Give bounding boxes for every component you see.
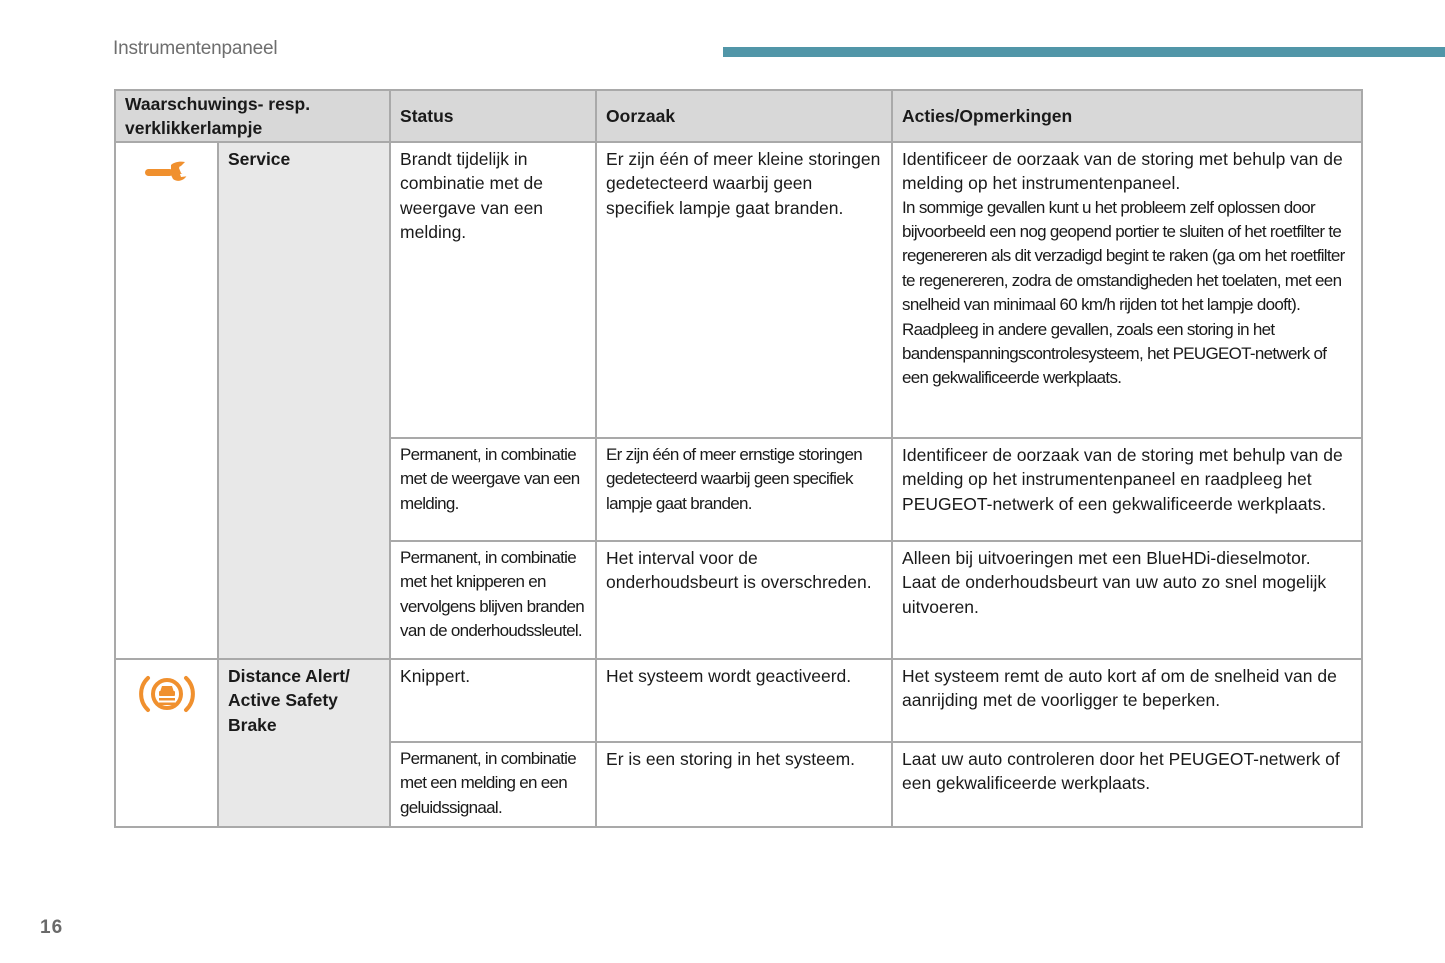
cause-cell: Het interval voor de onderhoudsbeurt is overschreden. — [596, 541, 892, 659]
warning-lamps-table — [114, 89, 1363, 828]
actions-text: Raadpleeg in andere gevallen, zoals een storing in het bandenspanningscontrolesysteem, het PEUGEOT-netwerk of een gekwalificeerde werkplaats. — [902, 319, 1327, 388]
cause-cell: Er is een storing in het systeem. — [596, 742, 892, 827]
header-status: Status — [390, 90, 596, 142]
status-cell: Permanent, in combinatie met de weergave van een melding. — [390, 438, 596, 541]
header-accent-bar — [723, 47, 1445, 57]
header-cause: Oorzaak — [596, 90, 892, 142]
page-number: 16 — [40, 917, 64, 938]
active-safety-brake-icon — [139, 672, 195, 722]
cause-cell: Het systeem wordt geactiveerd. — [596, 659, 892, 742]
actions-cell: Laat uw auto controleren door het PEUGEOT-netwerk of een gekwalificeerde werkplaats. — [892, 742, 1362, 827]
actions-cell — [892, 142, 1362, 438]
page-header-title: Instrumentenpaneel — [113, 38, 278, 59]
status-cell: Brandt tijdelijk in combinatie met de weergave van een melding. — [390, 142, 596, 438]
actions-cell: Identificeer de oorzaak van de storing met behulp van de melding op het instrumentenpaneel en raadpleeg het PEUGEOT-netwerk of een gekwalificeerde werkplaats. — [892, 438, 1362, 541]
actions-text: Laat de onderhoudsbeurt van uw auto zo snel mogelijk uitvoeren. — [902, 572, 1327, 617]
wrench-icon — [143, 161, 191, 189]
lamp-name-distance-alert: Distance Alert/ Active Safety Brake — [218, 659, 390, 827]
table-row — [115, 659, 1362, 742]
actions-text: In sommige gevallen kunt u het probleem zelf oplossen door bijvoorbeeld een nog geopend portier te sluiten of het roetfilter te regenereren als dit verzadigd begint te raken (ga om het roetfilter te regenereren, zodra de omstandigheden het toelaten, met een snelheid van minimaal 60 km/h rijden tot het lampje dooft). — [902, 197, 1345, 315]
table-header-row — [115, 90, 1362, 142]
status-cell: Knippert. — [390, 659, 596, 742]
actions-cell — [892, 541, 1362, 659]
actions-cell: Het systeem remt de auto kort af om de snelheid van de aanrijding met de voorligger te beperken. — [892, 659, 1362, 742]
table-row — [115, 142, 1362, 438]
lamp-name-service: Service — [218, 142, 390, 659]
icon-cell-active-safety-brake — [115, 659, 218, 827]
status-cell: Permanent, in combinatie met het knipperen en vervolgens blijven branden van de onderhoudssleutel. — [390, 541, 596, 659]
cause-cell: Er zijn één of meer ernstige storingen gedetecteerd waarbij geen specifiek lampje gaat branden. — [596, 438, 892, 541]
cause-cell: Er zijn één of meer kleine storingen gedetecteerd waarbij geen specifiek lampje gaat branden. — [596, 142, 892, 438]
icon-cell-service — [115, 142, 218, 659]
actions-text: Alleen bij uitvoeringen met een BlueHDi-dieselmotor. — [902, 547, 1311, 568]
header-actions: Acties/Opmerkingen — [892, 90, 1362, 142]
status-cell: Permanent, in combinatie met een melding en een geluidssignaal. — [390, 742, 596, 827]
actions-text: Identificeer de oorzaak van de storing met behulp van de melding op het instrumentenpaneel. — [902, 148, 1343, 194]
header-lamp: Waarschuwings- resp. verklikkerlampje — [115, 90, 390, 142]
